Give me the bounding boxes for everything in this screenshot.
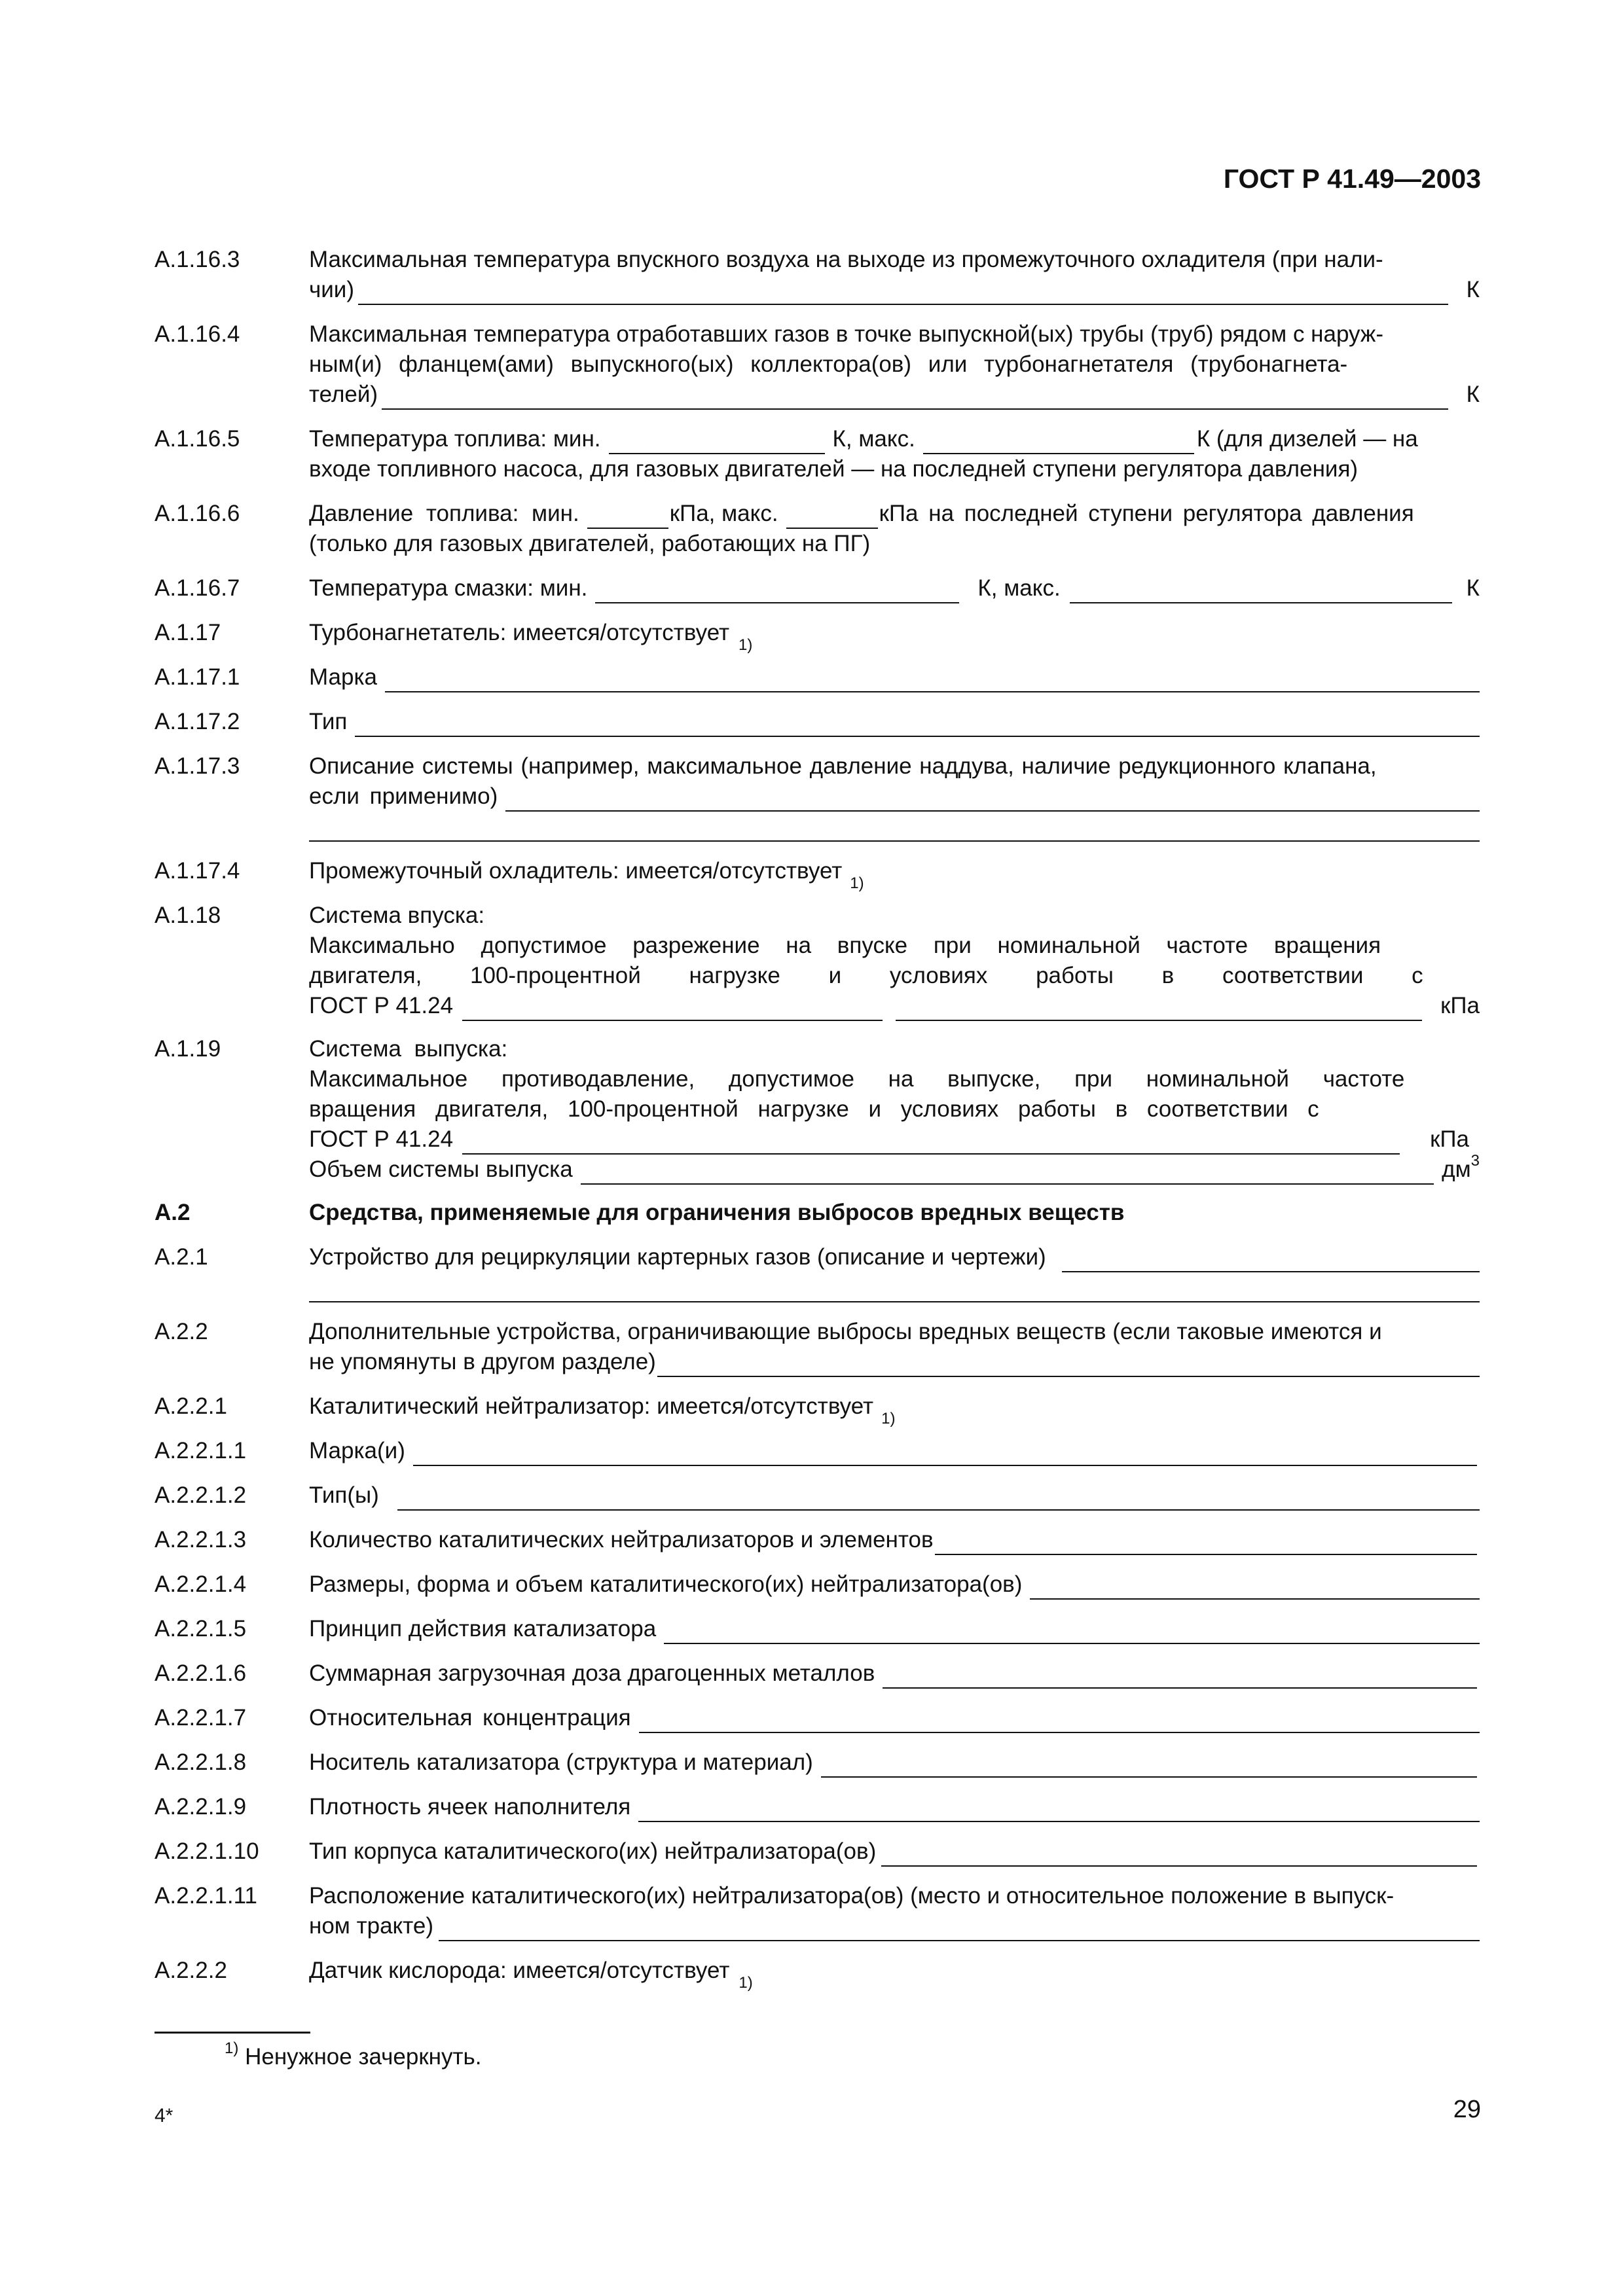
fill-in-field[interactable] xyxy=(881,1844,1477,1867)
unit-label: К xyxy=(1466,277,1480,302)
item-number: А.2.2.1.5 xyxy=(155,1616,247,1641)
item-text: Дополнительные устройства, ограничивающие выбросы вредных веществ (если таковые имеются и xyxy=(309,1319,1382,1344)
item-number: А.2.2.1.8 xyxy=(155,1749,247,1775)
item-text: чии) xyxy=(309,277,354,302)
item-text: ГОСТ Р 41.24 xyxy=(309,1126,454,1152)
item-number: А.2.2.1.11 xyxy=(155,1883,257,1909)
item-text: Марка xyxy=(309,664,378,690)
footnote-text: Ненужное зачеркнуть. xyxy=(245,2044,482,2070)
item-text: телей) xyxy=(309,382,378,407)
item-number: А.2.2.1.9 xyxy=(155,1794,247,1820)
fill-in-field[interactable] xyxy=(413,1443,1477,1466)
item-text: Давление топлива: мин. xyxy=(309,501,579,526)
fill-in-field[interactable] xyxy=(657,1354,1480,1377)
fill-in-field[interactable] xyxy=(358,282,1448,305)
fill-in-field[interactable] xyxy=(309,819,1480,842)
item-number: А.1.16.5 xyxy=(155,426,240,452)
fill-in-field[interactable] xyxy=(385,670,1480,692)
section-number: А.2 xyxy=(155,1200,191,1225)
unit-label: кПа xyxy=(1440,993,1480,1018)
item-number: А.2.2.1.6 xyxy=(155,1660,247,1686)
item-number: А.2.2.1.2 xyxy=(155,1482,247,1508)
item-text: Количество каталитических нейтрализаторов и элементов xyxy=(309,1527,934,1552)
item-text: Объем системы выпуска xyxy=(309,1157,573,1182)
item-text: Носитель катализатора (структура и материал) xyxy=(309,1749,813,1775)
item-text: Максимальная температура отработавших газов в точке выпускной(ых) трубы (труб) рядом с наруж- xyxy=(309,321,1384,347)
item-text: ным(и) фланцем(ами) выпускного(ых) коллектора(ов) или турбонагнетателя (трубонагнета- xyxy=(309,351,1348,377)
item-number: А.2.2.1.7 xyxy=(155,1705,247,1731)
fill-in-field[interactable] xyxy=(664,1621,1480,1644)
fill-in-field[interactable] xyxy=(355,714,1480,737)
fill-in-field[interactable] xyxy=(896,998,1422,1021)
fill-in-field[interactable] xyxy=(821,1755,1477,1778)
item-text: Каталитический нейтрализатор: имеется/отсутствует xyxy=(309,1393,874,1419)
item-number: А.1.19 xyxy=(155,1036,221,1062)
item-text: Относительная концентрация xyxy=(309,1705,631,1731)
fill-in-field[interactable] xyxy=(439,1918,1480,1941)
footnote xyxy=(225,2039,482,2072)
item-text: Максимальное противодавление, допустимое на выпуске, при номинальной частоте xyxy=(309,1066,1405,1092)
item-text: Тип корпуса каталитического(их) нейтрализатора(ов) xyxy=(309,1839,877,1864)
item-text: К, макс. xyxy=(832,426,915,452)
page-number: 29 xyxy=(1453,2096,1481,2123)
item-text: Промежуточный охладитель: имеется/отсутствует xyxy=(309,858,843,884)
min-pressure-field[interactable] xyxy=(587,506,668,529)
item-text: Температура смазки: мин. xyxy=(309,575,588,601)
max-pressure-field[interactable] xyxy=(786,506,878,529)
item-number: А.2.2.1.4 xyxy=(155,1571,247,1597)
item-text: Датчик кислорода: имеется/отсутствует xyxy=(309,1958,730,1983)
item-text: Максимальная температура впускного воздуха на выходе из промежуточного охладителя (при нали- xyxy=(309,247,1383,272)
item-text: Тип(ы) xyxy=(309,1482,379,1508)
item-number: А.2.2.1.10 xyxy=(155,1839,259,1864)
footnote-separator xyxy=(155,2032,310,2034)
item-number: А.1.16.6 xyxy=(155,501,240,526)
footnote-marker: 1) xyxy=(225,2039,239,2058)
item-number: А.1.17.3 xyxy=(155,753,240,779)
item-text: (только для газовых двигателей, работающих на ПГ) xyxy=(309,531,871,556)
item-number: А.1.17.2 xyxy=(155,709,240,734)
fill-in-field[interactable] xyxy=(638,1799,1480,1822)
item-text: кПа, макс. xyxy=(669,501,778,526)
item-text: Суммарная загрузочная доза драгоценных металлов xyxy=(309,1660,875,1686)
min-oil-temperature-field[interactable] xyxy=(595,581,959,603)
item-text: входе топливного насоса, для газовых двигателей — на последней ступени регулятора давления) xyxy=(309,456,1359,482)
item-text: вращения двигателя, 100-процентной нагрузке и условиях работы в соответствии с xyxy=(309,1096,1319,1122)
item-text: Описание системы (например, максимальное давление наддува, наличие редукционного клапана, xyxy=(309,753,1377,779)
item-text: К, макс. xyxy=(977,575,1061,601)
fill-in-field[interactable] xyxy=(935,1532,1477,1555)
item-number: А.1.18 xyxy=(155,903,221,928)
fill-in-field[interactable] xyxy=(883,1666,1477,1689)
fill-in-field[interactable] xyxy=(397,1488,1480,1511)
fill-in-field[interactable] xyxy=(639,1710,1480,1733)
item-number: А.1.17.4 xyxy=(155,858,240,884)
item-number: А.1.16.3 xyxy=(155,247,240,272)
unit-label: К xyxy=(1466,575,1480,601)
fill-in-field[interactable] xyxy=(309,1280,1480,1302)
document-number: ГОСТ Р 41.49—2003 xyxy=(1223,164,1481,194)
item-text: если применимо) xyxy=(309,783,498,809)
item-text: Система впуска: xyxy=(309,903,485,928)
item-number: А.1.16.4 xyxy=(155,321,240,347)
item-text: Размеры, форма и объем каталитического(их) нейтрализатора(ов) xyxy=(309,1571,1023,1597)
item-text: двигателя, 100-процентной нагрузке и условиях работы в соответствии с xyxy=(309,963,1423,988)
item-number: А.2.2.2 xyxy=(155,1958,227,1983)
fill-in-field[interactable] xyxy=(1062,1249,1480,1272)
item-text: Температура топлива: мин. xyxy=(309,426,601,452)
item-text: Система выпуска: xyxy=(309,1036,508,1062)
item-number: А.1.16.7 xyxy=(155,575,240,601)
item-number: А.2.2 xyxy=(155,1319,208,1344)
item-text: ном тракте) xyxy=(309,1913,434,1939)
fill-in-field[interactable] xyxy=(1030,1577,1480,1600)
item-text: Марка(и) xyxy=(309,1438,405,1463)
item-number: А.2.2.1 xyxy=(155,1393,227,1419)
unit-label: К xyxy=(1466,382,1480,407)
item-number: А.1.17.1 xyxy=(155,664,240,690)
item-number: А.2.1 xyxy=(155,1244,208,1270)
fill-in-field[interactable] xyxy=(505,789,1480,812)
sheet-mark: 4* xyxy=(155,2105,173,2126)
fill-in-field[interactable] xyxy=(462,1132,1400,1155)
item-text: Турбонагнетатель: имеется/отсутствует xyxy=(309,620,730,645)
item-text: кПа на последней ступени регулятора давления xyxy=(879,501,1414,526)
item-number: А.1.17 xyxy=(155,620,221,645)
unit-label: кПа xyxy=(1430,1126,1469,1152)
unit-label: $дм^3$ xyxy=(1442,1152,1480,1182)
item-text: не упомянуты в другом разделе) xyxy=(309,1349,656,1374)
max-temperature-field[interactable] xyxy=(923,431,1194,454)
item-text: Плотность ячеек наполнителя xyxy=(309,1794,631,1820)
item-text: Максимально допустимое разрежение на впуске при номинальной частоте вращения xyxy=(309,933,1381,958)
item-number: А.2.2.1.1 xyxy=(155,1438,247,1463)
item-text: Расположение каталитического(их) нейтрализатора(ов) (место и относительное положение в выпуск- xyxy=(309,1883,1395,1909)
fill-in-field[interactable] xyxy=(581,1162,1434,1185)
fill-in-field[interactable] xyxy=(382,387,1448,410)
item-text: К (для дизелей — на xyxy=(1196,426,1418,452)
min-temperature-field[interactable] xyxy=(609,431,825,454)
item-text: Устройство для рециркуляции картерных газов (описание и чертежи) xyxy=(309,1244,1046,1270)
max-oil-temperature-field[interactable] xyxy=(1070,581,1452,603)
item-text: ГОСТ Р 41.24 xyxy=(309,993,454,1018)
item-text: Принцип действия катализатора xyxy=(309,1616,657,1641)
section-title: Средства, применяемые для ограничения выбросов вредных веществ xyxy=(309,1200,1125,1225)
item-text: Тип xyxy=(309,709,348,734)
item-number: А.2.2.1.3 xyxy=(155,1527,247,1552)
fill-in-field[interactable] xyxy=(462,998,883,1021)
